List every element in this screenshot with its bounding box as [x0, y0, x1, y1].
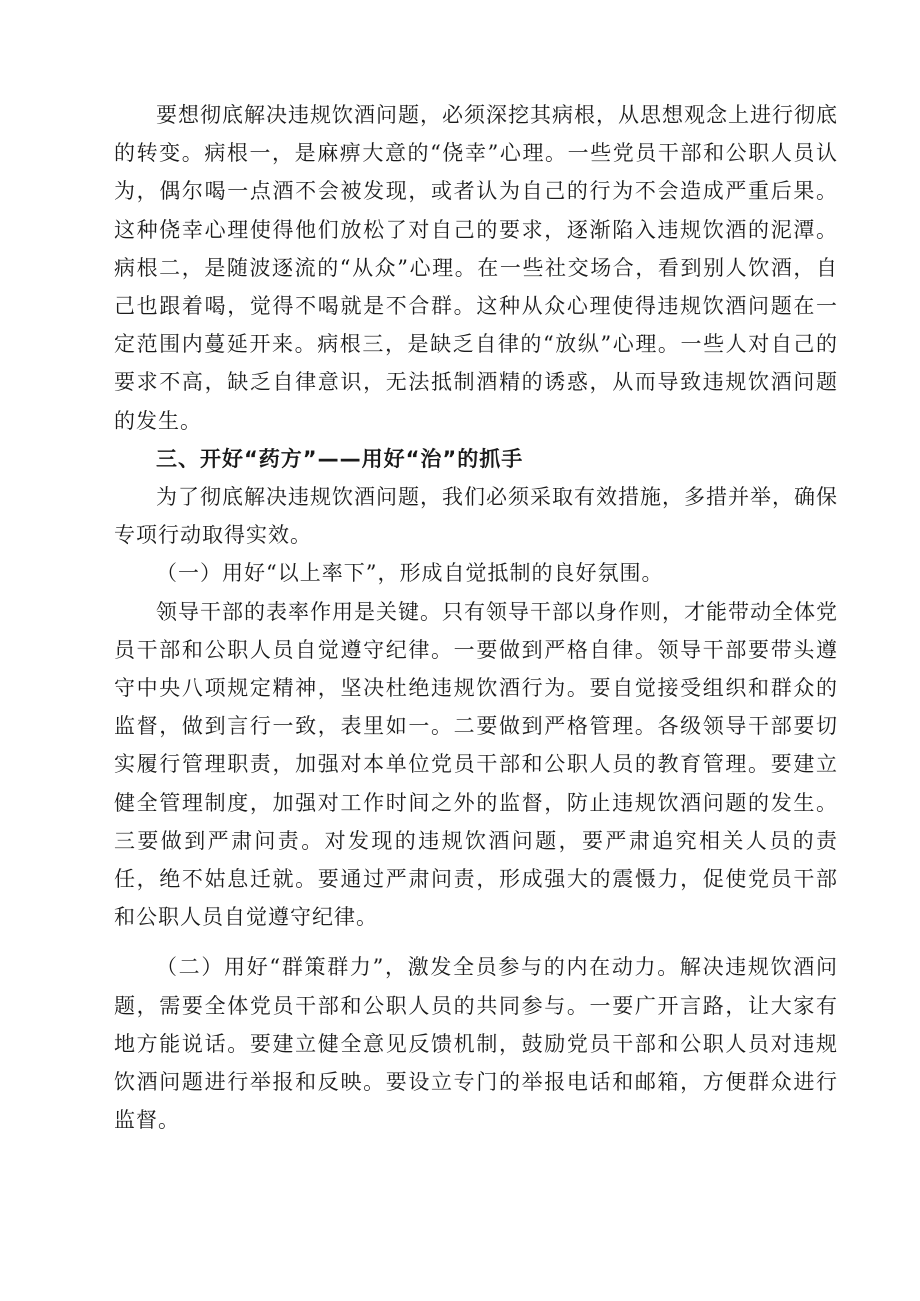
paragraph-root-causes: 要想彻底解决违规饮酒问题，必须深挖其病根，从思想观念上进行彻底的转变。病根一，是麻痹大意的“侥幸”心理。一些党员干部和公职人员认为，偶尔喝一点酒不会被发现，或者认为自己的行为不会造成严重后果。这种侥幸心理使得他们放松了对自己的要求，逐渐陷入违规饮酒的泥潭。病根二，是随波逐流的“从众”心理。在一些社交场合，看到别人饮酒，自己也跟着喝，觉得不喝就是不合群。这种从众心理使得违规饮酒问题在一定范围内蔓延开来。病根三，是缺乏自律的“放纵”心理。一些人对自己的要求不高，缺乏自律意识，无法抵制酒精的诱惑，从而导致违规饮酒问题的发生。 — [114, 103, 838, 433]
paragraph-leadership-example: 领导干部的表率作用是关键。只有领导干部以身作则，才能带动全体党员干部和公职人员自觉遵守纪律。一要做到严格自律。领导干部要带头遵守中央八项规定精神，坚决杜绝违规饮酒行为。要自觉接受组织和群众的监督，做到言行一致，表里如一。二要做到严格管理。各级领导干部要切实履行管理职责，加强对本单位党员干部和公职人员的教育管理。要建立健全管理制度，加强对工作时间之外的监督，防止违规饮酒问题的发生。三要做到严肃问责。对发现的违规饮酒问题，要严肃追究相关人员的责任，绝不姑息迁就。要通过严肃问责，形成强大的震慑力，促使党员干部和公职人员自觉遵守纪律。 — [114, 599, 838, 930]
paragraph-intro-measures: 为了彻底解决违规饮酒问题，我们必须采取有效措施，多措并举，确保专项行动取得实效。 — [114, 485, 838, 548]
paragraph-collective-effort: （二）用好“群策群力”，激发全员参与的内在动力。解决违规饮酒问题，需要全体党员干部和公职人员的共同参与。一要广开言路，让大家有地方能说话。要建立健全意见反馈机制，鼓励党员干部和公职人员对违规饮酒问题进行举报和反映。要设立专门的举报电话和邮箱，方便群众进行监督。 — [114, 955, 838, 1133]
subheading-one: （一）用好“以上率下”，形成自觉抵制的良好氛围。 — [156, 561, 664, 586]
paragraph-gap — [114, 936, 838, 948]
document-page — [114, 96, 838, 1139]
section-heading-three: 三、开好“药方”——用好“治”的抓手 — [156, 446, 524, 471]
